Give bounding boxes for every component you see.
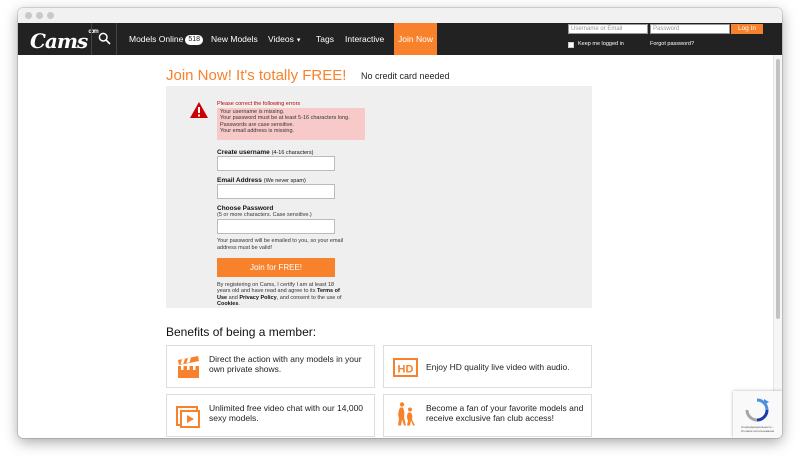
zoom-window-button[interactable] bbox=[47, 12, 54, 19]
benefit-card bbox=[166, 394, 375, 437]
recaptcha-label[interactable]: Конфиденциальность - Условия использования bbox=[740, 425, 775, 433]
legal-prefix: By registering on Cams, I certify I am at least 18 years old and have read and agree to its bbox=[217, 282, 335, 295]
warning-icon bbox=[189, 101, 209, 119]
benefit-text: Become a fan of your favorite models and receive exclusive fan club access! bbox=[426, 403, 584, 423]
fan-club-icon bbox=[393, 397, 418, 431]
nav-models-online[interactable] bbox=[129, 23, 203, 55]
login-button[interactable]: Log In bbox=[731, 24, 763, 34]
error-line: Passwords are case sensitive. bbox=[220, 121, 294, 128]
keep-logged-in-label: Keep me logged in bbox=[578, 41, 624, 47]
close-window-button[interactable] bbox=[25, 12, 32, 19]
terms-of-use-link[interactable]: Terms of Use bbox=[217, 288, 340, 301]
legal-consent: , and consent to the use of bbox=[276, 294, 342, 301]
error-title: Please correct the following errors bbox=[217, 101, 301, 107]
password-input[interactable] bbox=[217, 219, 335, 234]
benefit-text: Unlimited free video chat with our 14,000 sexy models. bbox=[209, 403, 364, 423]
password-note: Your password will be emailed to you, so your email address must be valid! bbox=[217, 238, 344, 251]
nav-tags[interactable]: Tags bbox=[316, 34, 334, 44]
chevron-down-icon: ▾ bbox=[296, 37, 301, 44]
logo-sup: com bbox=[88, 29, 98, 35]
models-online-count-badge: 518 bbox=[185, 35, 203, 45]
forgot-password-link[interactable]: Forgot password? bbox=[650, 41, 695, 47]
vertical-scrollbar[interactable] bbox=[773, 55, 782, 438]
models-online-label: Models Online bbox=[129, 34, 184, 44]
error-line: Your username is missing. bbox=[220, 109, 285, 115]
email-input[interactable] bbox=[217, 184, 335, 199]
username-label bbox=[217, 149, 313, 156]
videos-label: Videos bbox=[268, 34, 294, 44]
svg-text:HD: HD bbox=[397, 363, 414, 376]
search-icon bbox=[98, 32, 111, 45]
legal-end: . bbox=[238, 300, 240, 307]
benefit-text: Enjoy HD quality live video with audio. bbox=[426, 362, 570, 372]
username-hint: (4-16 characters) bbox=[271, 150, 314, 156]
hd-icon bbox=[393, 355, 418, 380]
username-input[interactable] bbox=[217, 156, 335, 171]
minimize-window-button[interactable] bbox=[36, 12, 43, 19]
clapperboard-icon bbox=[176, 355, 201, 380]
browser-window bbox=[18, 8, 782, 438]
login-password-input[interactable]: Password bbox=[650, 24, 730, 34]
benefit-card bbox=[383, 345, 592, 388]
cookies-link[interactable]: Cookies bbox=[217, 300, 239, 307]
join-free-button[interactable]: Join for FREE! bbox=[217, 258, 335, 277]
benefit-card bbox=[166, 345, 375, 388]
username-label-text: Create username bbox=[217, 149, 270, 156]
email-label-text: Email Address bbox=[217, 177, 262, 184]
search-button[interactable] bbox=[91, 23, 117, 55]
top-nav bbox=[18, 23, 782, 55]
video-play-icon bbox=[176, 404, 201, 429]
login-username-input[interactable]: Username or Email bbox=[568, 24, 648, 34]
recaptcha-badge[interactable] bbox=[733, 391, 782, 438]
error-line: Your email address is missing. bbox=[220, 128, 295, 135]
legal-and: and bbox=[228, 294, 238, 301]
benefit-text: Direct the action with any models in your own private shows. bbox=[209, 354, 362, 374]
benefits-title: Benefits of being a member: bbox=[166, 325, 317, 339]
password-hint: (5 or more characters. Case sensitive.) bbox=[217, 212, 312, 218]
nav-interactive[interactable]: Interactive bbox=[345, 34, 385, 44]
legal-text bbox=[217, 282, 347, 307]
nav-new-models[interactable]: New Models bbox=[211, 34, 258, 44]
nav-join-now[interactable]: Join Now bbox=[394, 23, 437, 55]
title-bar bbox=[18, 8, 782, 23]
logo-text: Cams bbox=[30, 29, 88, 53]
email-label bbox=[217, 177, 306, 184]
email-hint: (We never spam) bbox=[263, 178, 306, 184]
privacy-policy-link[interactable]: Privacy Policy bbox=[239, 294, 277, 301]
scrollbar-thumb[interactable] bbox=[776, 59, 780, 319]
site-logo[interactable] bbox=[30, 29, 98, 53]
nav-videos[interactable] bbox=[268, 23, 300, 55]
recaptcha-icon bbox=[744, 397, 770, 423]
join-subheading: No credit card needed bbox=[361, 71, 450, 81]
keep-logged-in-checkbox[interactable] bbox=[568, 42, 574, 48]
join-heading: Join Now! It's totally FREE! bbox=[166, 67, 347, 84]
error-line: Your password must be at least 5-16 characters long. bbox=[220, 115, 350, 122]
benefit-card bbox=[383, 394, 592, 437]
error-box bbox=[217, 108, 365, 140]
password-label: Choose Password bbox=[217, 205, 274, 212]
